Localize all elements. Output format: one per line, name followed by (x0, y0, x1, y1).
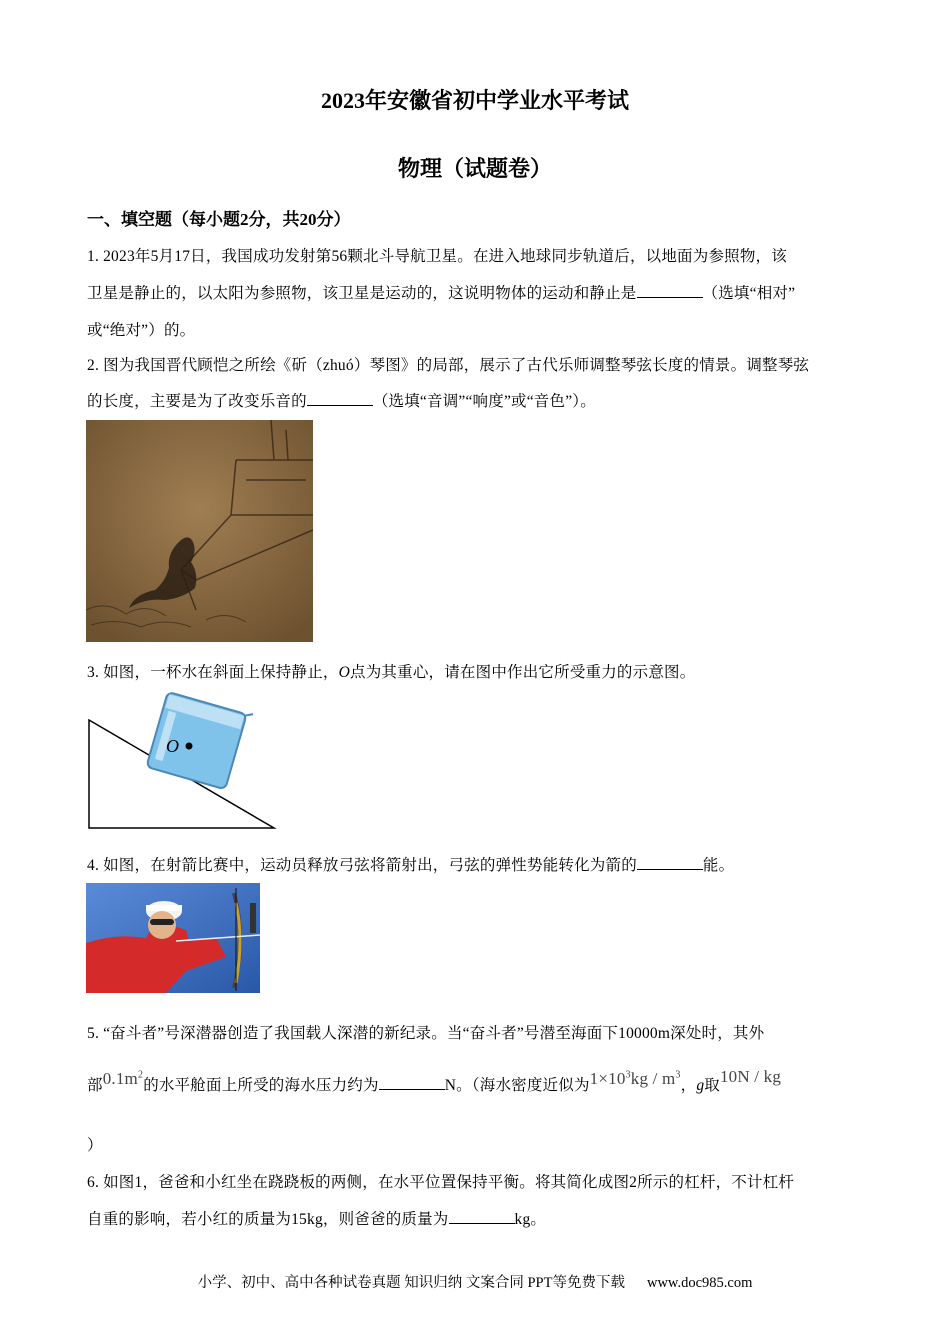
q1-line3: 或“绝对”）的。 (87, 322, 196, 339)
q5-line1: 5. “奋斗者”号深潜器创造了我国载人深潜的新纪录。当“奋斗者”号潜至海面下10000m深处时，其外 (87, 1025, 765, 1042)
q5-density-base: 1×10 (589, 1069, 626, 1088)
incline-beaker-figure (86, 688, 281, 833)
q5-density-unit: kg / m (630, 1069, 676, 1088)
q6-text-b: kg。 (514, 1211, 547, 1228)
q5-density-unit-exponent: 3 (675, 1069, 681, 1081)
q5-area-expression (103, 1069, 143, 1088)
center-of-gravity-dot (186, 743, 193, 750)
q6-answer-blank[interactable] (449, 1209, 515, 1224)
page-footer (0, 1271, 950, 1292)
q3-line1 (87, 660, 695, 682)
q5-area-exponent: 2 (137, 1069, 144, 1081)
q5-line3: ） (87, 1137, 103, 1154)
q1-text-b: （选填“相对” (702, 285, 796, 302)
q3-text-a: 3. 如图，一杯水在斜面上保持静止， (87, 664, 339, 681)
q1-line1: 1. 2023年5月17日，我国成功发射第56颗北斗导航卫星。在进入地球同步轨道后，以地面为参照物，该 (87, 248, 787, 265)
exam-title: 2023年安徽省初中学业水平考试 (320, 88, 629, 113)
q5-text-g: 取 (704, 1077, 720, 1094)
center-of-gravity-label: O (166, 736, 179, 756)
q4-text-b: 能。 (702, 857, 735, 874)
q5-density-expression (590, 1069, 681, 1088)
q2-answer-blank[interactable] (307, 391, 373, 406)
q5-g-value: 10N / kg (719, 1067, 782, 1086)
q6-text-a: 自重的影响，若小红的质量为15kg，则爸爸的质量为 (87, 1211, 449, 1228)
q2-text-b: （选填“音调”“响度”或“音色”）。 (372, 393, 596, 410)
q5-answer-blank[interactable] (379, 1075, 445, 1090)
q6-line1: 6. 如图1，爸爸和小红坐在跷跷板的两侧，在水平位置保持平衡。将其简化成图2所示的杠杆，不计杠杆 (87, 1174, 795, 1191)
q5-line2 (87, 1067, 782, 1095)
q1-answer-blank[interactable] (637, 283, 703, 298)
q5-density-exponent: 3 (625, 1069, 631, 1081)
q5-text-pre: 部 (87, 1077, 103, 1094)
archer-photo (86, 883, 260, 993)
q6-line2 (87, 1207, 546, 1229)
q4-text-a: 4. 如图，在射箭比赛中，运动员释放弓弦将箭射出，弓弦的弹性势能转化为箭的 (87, 857, 637, 874)
q5-g-symbol: g (696, 1077, 705, 1094)
q2-line2 (87, 389, 596, 411)
q3-point-o: O (338, 664, 351, 681)
q2-text-a: 的长度，主要是为了改变乐音的 (87, 393, 307, 410)
q1-text-a: 卫星是静止的，以太阳为参照物，该卫星是运动的，这说明物体的运动和静止是 (87, 285, 637, 302)
footer-text: 小学、初中、高中各种试卷真题 知识归纳 文案合同 PPT等免费下载 (197, 1275, 625, 1291)
section-heading: 一、填空题（每小题2分，共20分） (87, 210, 351, 229)
q5-text-mid: 的水平舱面上所受的海水压力约为 (143, 1077, 379, 1094)
q5-text-unit: N。（海水密度近似为 (444, 1077, 590, 1094)
q4-answer-blank[interactable] (637, 855, 703, 870)
q5-text-g-pre: ， (680, 1077, 697, 1094)
exam-subtitle: 物理（试题卷） (397, 156, 552, 181)
q5-area-value: 0.1m (102, 1069, 138, 1088)
q2-line1: 2. 图为我国晋代顾恺之所绘《斫（zhuó）琴图》的局部，展示了古代乐师调整琴弦长度的情景。调整琴弦 (87, 357, 810, 374)
q1-line2 (87, 281, 795, 303)
q4-line1 (87, 853, 734, 875)
q3-text-b: 点为其重心，请在图中作出它所受重力的示意图。 (350, 664, 696, 681)
footer-url-link[interactable]: www.doc985.com (646, 1275, 753, 1291)
beaker-icon (146, 690, 253, 791)
zhuo-qin-painting-figure (86, 420, 313, 642)
